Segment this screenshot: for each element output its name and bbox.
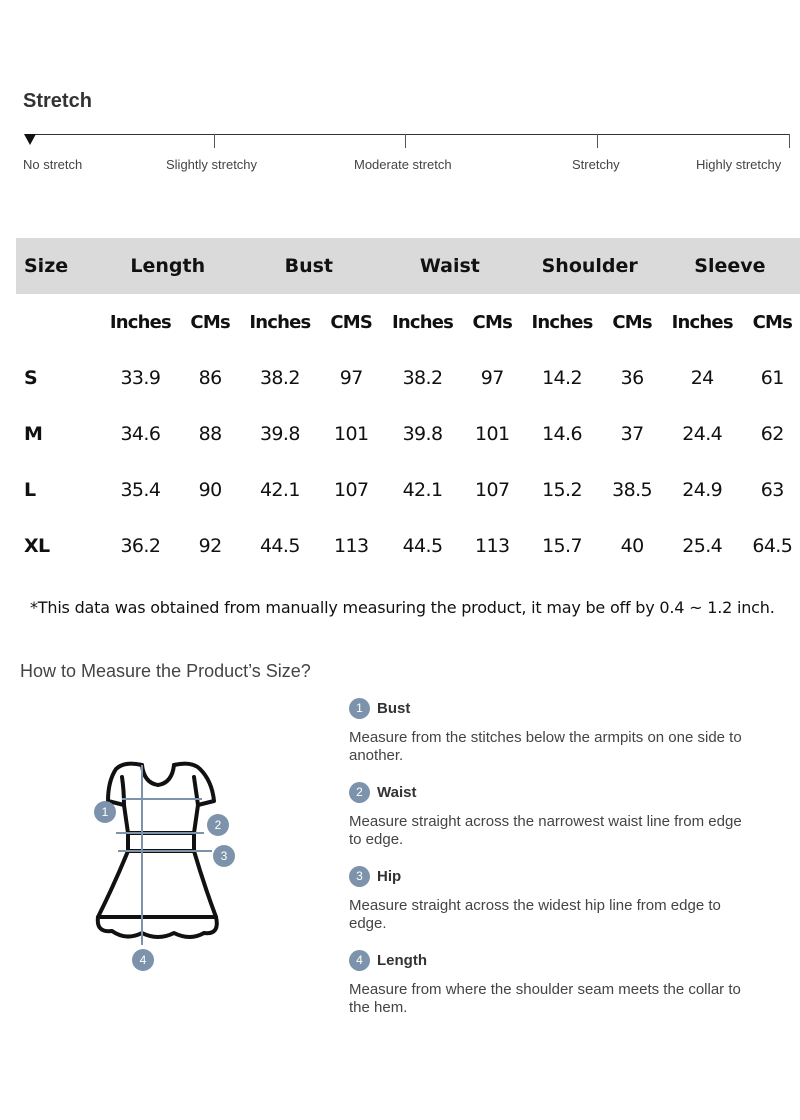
table-cell: 39.8 — [402, 423, 443, 445]
table-cell: 36 — [620, 367, 644, 389]
stretch-tick — [405, 134, 406, 148]
header-shoulder: Shoulder — [541, 255, 638, 277]
header-waist: Waist — [419, 255, 480, 277]
measure-step-hip — [349, 866, 769, 933]
table-cell: 86 — [198, 367, 222, 389]
table-cell: 14.2 — [542, 367, 582, 389]
measure-step-waist — [349, 782, 769, 849]
measure-step-bust — [349, 698, 769, 765]
step-name: Hip — [377, 868, 402, 885]
size-cell: XL — [24, 535, 50, 557]
table-cell: 34.6 — [120, 423, 161, 445]
table-cell: 113 — [333, 535, 369, 557]
header-sleeve: Sleeve — [694, 255, 766, 277]
step-number-badge: 4 — [349, 950, 370, 971]
header-size: Size — [24, 255, 69, 277]
size-cell: M — [24, 423, 43, 445]
table-cell: 38.5 — [612, 479, 653, 501]
table-cell: 90 — [198, 479, 222, 501]
unit-cms: CMs — [190, 311, 230, 333]
header-length: Length — [130, 255, 206, 277]
step-number-badge: 3 — [349, 866, 370, 887]
stretch-indicator-icon — [24, 134, 36, 145]
step-description: Measure from where the shoulder seam meets the collar to the hem. — [349, 981, 741, 1016]
table-cell: 64.5 — [752, 535, 793, 557]
table-cell: 25.4 — [682, 535, 723, 557]
table-cell: 24.4 — [682, 423, 723, 445]
svg-text:1: 1 — [101, 805, 109, 819]
stretch-label-moderate: Moderate stretch — [354, 157, 452, 172]
table-header-row — [16, 238, 800, 294]
measurement-note: *This data was obtained from manually measuring the product, it may be off by 0.4 ~ 1.2 inch. — [30, 598, 775, 617]
table-cell: 97 — [480, 367, 504, 389]
stretch-tick — [597, 134, 598, 148]
svg-text:2: 2 — [214, 818, 222, 832]
table-cell: 61 — [760, 367, 784, 389]
table-row — [16, 462, 800, 518]
step-description: Measure straight across the widest hip line from edge to edge. — [349, 897, 721, 932]
table-cell: 14.6 — [542, 423, 582, 445]
units-blank — [16, 294, 98, 350]
table-units-row — [16, 294, 800, 350]
unit-cms: CMs — [612, 311, 652, 333]
table-cell: 101 — [475, 423, 510, 445]
table-cell: 88 — [198, 423, 222, 445]
svg-text:3: 3 — [220, 849, 228, 863]
table-cell: 15.7 — [542, 535, 582, 557]
table-cell: 92 — [198, 535, 222, 557]
stretch-label-highly: Highly stretchy — [696, 157, 782, 172]
table-cell: 38.2 — [259, 367, 300, 389]
stretch-label-slight: Slightly stretchy — [166, 157, 258, 172]
size-cell: L — [24, 479, 36, 501]
step-name: Length — [377, 952, 427, 969]
unit-cms: CMs — [752, 311, 792, 333]
table-cell: 36.2 — [120, 535, 161, 557]
step-description: Measure straight across the narrowest waist line from edge to edge. — [349, 813, 742, 848]
table-cell: 39.8 — [259, 423, 300, 445]
step-name: Bust — [377, 700, 411, 717]
table-cell: 42.1 — [402, 479, 443, 501]
table-cell: 37 — [620, 423, 644, 445]
stretch-scale-line — [28, 134, 790, 135]
size-chart-table — [16, 238, 800, 574]
dress-diagram-icon — [86, 755, 246, 980]
table-cell: 44.5 — [402, 535, 443, 557]
unit-cms: CMS — [330, 311, 373, 333]
table-cell: 38.2 — [402, 367, 443, 389]
svg-text:4: 4 — [139, 953, 147, 967]
step-number-badge: 2 — [349, 782, 370, 803]
unit-inches: Inches — [391, 311, 454, 333]
step-description: Measure from the stitches below the armpits on one side to another. — [349, 729, 742, 764]
stretch-tick — [789, 134, 790, 148]
measure-section-title: How to Measure the Product’s Size? — [20, 661, 311, 681]
table-cell: 33.9 — [120, 367, 161, 389]
size-cell: S — [24, 367, 38, 389]
stretch-label-stretchy: Stretchy — [572, 157, 620, 172]
table-cell: 113 — [475, 535, 510, 557]
table-cell: 42.1 — [259, 479, 300, 501]
table-cell: 44.5 — [259, 535, 300, 557]
table-row — [16, 518, 800, 574]
table-row — [16, 350, 800, 406]
table-cell: 24 — [690, 367, 714, 389]
stretch-title: Stretch — [23, 90, 92, 112]
unit-cms: CMs — [472, 311, 512, 333]
table-cell: 63 — [760, 479, 784, 501]
table-cell: 107 — [475, 479, 510, 501]
unit-inches: Inches — [671, 311, 733, 333]
table-cell: 24.9 — [682, 479, 723, 501]
unit-inches: Inches — [531, 311, 593, 333]
measure-step-length — [349, 950, 769, 1017]
table-cell: 62 — [760, 423, 784, 445]
table-cell: 97 — [339, 367, 363, 389]
stretch-label-none: No stretch — [23, 157, 83, 172]
table-cell: 107 — [333, 479, 369, 501]
table-cell: 101 — [333, 423, 369, 445]
header-bust: Bust — [284, 255, 334, 277]
step-number-badge: 1 — [349, 698, 370, 719]
table-cell: 15.2 — [542, 479, 582, 501]
stretch-tick — [214, 134, 215, 148]
table-cell: 40 — [620, 535, 644, 557]
unit-inches: Inches — [109, 311, 171, 333]
unit-inches: Inches — [249, 311, 311, 333]
table-cell: 35.4 — [120, 479, 161, 501]
table-row — [16, 406, 800, 462]
step-name: Waist — [377, 784, 417, 801]
